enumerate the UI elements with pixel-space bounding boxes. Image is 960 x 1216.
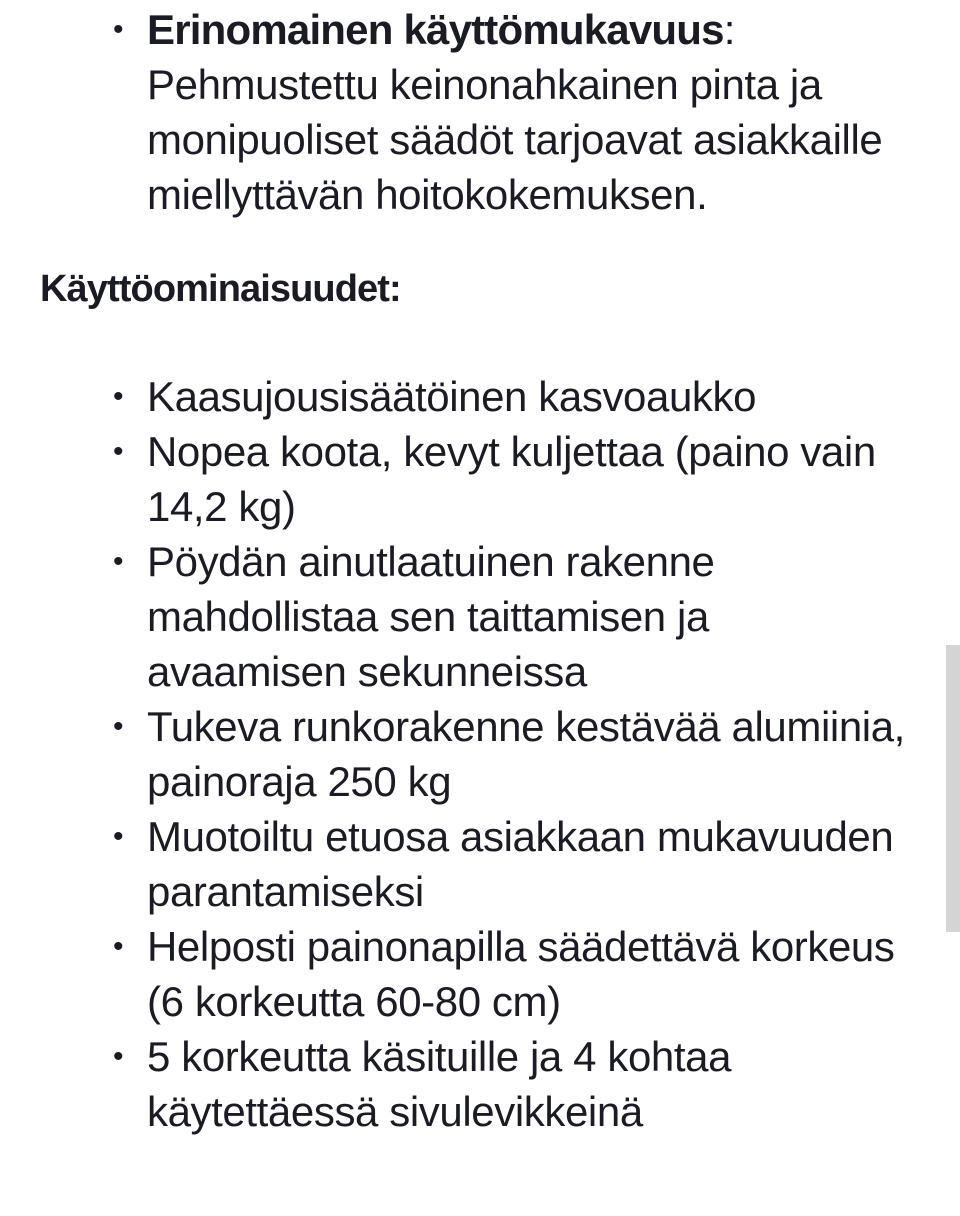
intro-item-separator: : [723, 6, 735, 53]
intro-item-body: Pehmustettu keinonahkainen pinta ja monipuoliset säädöt tarjoavat asiakkaille miellyttävän hoitokokemuksen. [147, 61, 883, 218]
list-item: • Pöydän ainutlaatuinen rakenne mahdollistaa sen taittamisen ja avaamisen sekunneissa [0, 534, 946, 699]
scrollbar-thumb[interactable] [946, 645, 960, 932]
list-item: • Kaasujousisäätöinen kasvoaukko [0, 369, 946, 424]
section-heading: Käyttöominaisuudet: [40, 268, 401, 310]
list-item: • Helposti painonapilla säädettävä korkeus (6 korkeutta 60-80 cm) [0, 919, 946, 1029]
list-item: • Tukeva runkorakenne kestävää alumiinia, painoraja 250 kg [0, 699, 946, 809]
list-item [0, 2, 946, 222]
spacer-after-heading [0, 317, 946, 369]
list-item: • Nopea koota, kevyt kuljettaa (paino vain 14,2 kg) [0, 424, 946, 534]
list-item: • Muotoiltu etuosa asiakkaan mukavuuden parantamiseksi [0, 809, 946, 919]
spacer-before-heading [0, 222, 946, 262]
scrollbar-track[interactable] [946, 0, 960, 1216]
intro-bullet-list [0, 2, 946, 222]
list-item: • 5 korkeutta käsituille ja 4 kohtaa käytettäessä sivulevikkeinä [0, 1029, 946, 1139]
features-bullet-list [0, 369, 946, 1139]
intro-item-lead: Erinomainen käyttömukavuus [147, 6, 724, 53]
